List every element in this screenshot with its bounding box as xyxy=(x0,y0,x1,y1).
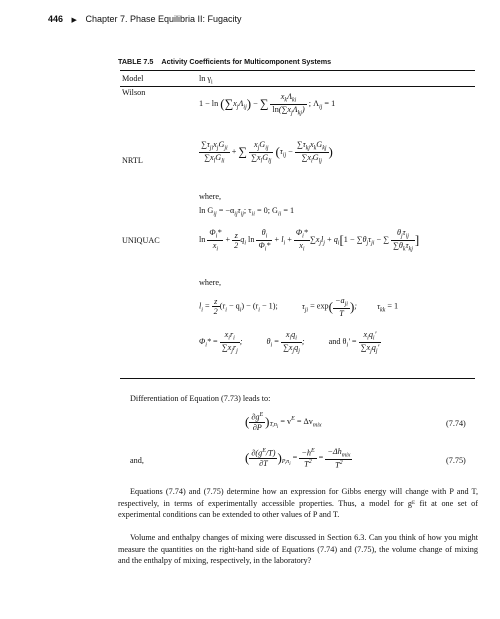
equation-7-75: ( $\frac{\partial(g^E/T)}{\partial T}$ )$_{P,n_i}$ = $\frac{-h^E}{T^2}$ = $\frac{-\Delta h_{mix}}{T^2}$ xyxy=(245,447,351,470)
col-header-expr-text: ln γ xyxy=(199,74,212,83)
col-header-expr xyxy=(199,74,213,86)
uniquac-tau-rest: = exp xyxy=(310,301,329,311)
and-label: and, xyxy=(130,456,144,465)
nrtl-def-tail: τ xyxy=(237,206,241,215)
uniquac-tau-ii-rest: = 1 xyxy=(385,301,399,311)
nrtl-def-tail4: = 1 xyxy=(281,206,295,215)
table-title: Activity Coefficients for Multicomponent Systems xyxy=(161,57,332,66)
row-label-nrtl: NRTL xyxy=(122,156,143,165)
nrtl-where: where, xyxy=(199,192,222,201)
running-header xyxy=(48,14,242,24)
nrtl-def-tail3: = 0; G xyxy=(254,206,278,215)
body-paragraph-2: Volume and enthalpy changes of mixing were discussed in Section 6.3. Can you think of how you might measure the quantities on the right-hand side of Equations (7.74) and (7.75), the volume change of mixing and the enthalpy of mixing, respectively, in the laboratory? xyxy=(118,533,478,565)
table-caption xyxy=(118,57,337,66)
uniquac-li: l xyxy=(199,301,202,311)
nrtl-equation: $\frac{\sum\tau_{ji}x_jG_{ji}}{\sum x_lG_{li}}$ + ∑ $\frac{x_jG_{ij}}{\sum x_lG_{lj}}$ ($\tau_{ij}$ − $\frac{\sum\tau_{kj}x_kG_{kj}}{\sum x_lG_{lj}}$ ) xyxy=(201,140,333,165)
equation-number-7-75: (7.75) xyxy=(446,456,466,465)
page-number: 446 xyxy=(48,14,64,24)
uniquac-equation: ln $\frac{\Phi_i*}{x_i}$ + $\frac{z}{2}$ $q_i$ ln $\frac{\theta_i}{\Phi_i*}$ + $l_i$ + $\frac{\Phi_i*}{x_i}$ $\sum x_jl_j + q_i[1 - \sum\theta_j\tau_{ji}$ − ∑ $\frac{\theta_j\tau_{ij}}{\sum\theta_k\tau_{kj}}$ ] xyxy=(199,228,420,253)
body-paragraph-1: Equations (7.74) and (7.75) determine how an expression for Gibbs energy will change with P and T, respectively, in terms of experimentally accessible properties. Thus, a model for gᴱ fit at one set of experimental conditions can be extended to other values of P and T. xyxy=(118,487,478,519)
wilson-condition: ; Λ xyxy=(308,99,320,109)
nrtl-definition: $\ln G_{ij} = -\alpha_{ij}\tau_{ij}$; $\tau_{ii} = 0$; $G_{ii} = 1$ xyxy=(199,206,295,218)
uniquac-where: where, xyxy=(199,278,222,287)
uniquac-li-definition: $l_i$ = $\frac{z}{2}$ $(r_i - q_i) - (r_i - 1)$; $\tau_{ji} = \exp$( $\frac{-a_{ji}}{T}$ ); $\tau_{kk} = 1$ xyxy=(199,296,399,318)
col-header-expr-sub: i xyxy=(211,79,213,86)
uniquac-li-rest: (r xyxy=(219,301,226,311)
table-bottom-rule xyxy=(120,378,475,379)
uniquac-and-theta: and θ xyxy=(328,337,347,347)
wilson-equation: $1 - \ln (\sum x_j\Lambda_{ij})$ − ∑ $\frac{x_k\Lambda_{ki}}{\ln(\sum x_j\Lambda_{kj})}$ ; $\Lambda_{ij} = 1$ xyxy=(199,92,336,117)
row-label-uniquac: UNIQUAC xyxy=(122,236,160,245)
eq1-rhs: = v xyxy=(280,416,292,426)
wilson-lead: 1 − ln xyxy=(199,99,219,109)
chapter-title: Chapter 7. Phase Equilibria II: Fugacity xyxy=(85,14,242,24)
nrtl-def-lead: ln G xyxy=(199,206,214,215)
body-lead-in: Differentiation of Equation (7.73) leads to: xyxy=(130,394,271,403)
header-arrow-icon: ▶ xyxy=(71,17,77,24)
equation-7-74: ( $\frac{\partial g^E}{\partial P}$ )$_{T,n_i} = v^E = \Delta v_{mix}$ xyxy=(245,412,322,432)
table-header-rule xyxy=(120,86,475,87)
uniquac-tau-ii: τ xyxy=(377,301,381,311)
table-top-rule xyxy=(120,70,475,71)
col-header-model: Model xyxy=(122,74,144,83)
wilson-condition-tail: = 1 xyxy=(322,99,336,109)
uniquac-theta: θ xyxy=(266,337,271,347)
uniquac-phi: Φ xyxy=(199,337,206,347)
row-label-wilson: Wilson xyxy=(122,88,146,97)
uniquac-tau: τ xyxy=(301,301,305,311)
uniquac-phi-theta: $\Phi_i*$ = $\frac{x_ir_i}{\sum x_jr_j}$ ; $\theta_i$ = $\frac{x_iq_i}{\sum x_jq_j}$ ; and $\theta_i'$ = $\frac{x_iq_i'}{\sum x_jq_j'}$ xyxy=(199,330,380,355)
nrtl-def-rest: = −α xyxy=(216,206,235,215)
eq1-rhs2: = Δv xyxy=(294,416,313,426)
equation-number-7-74: (7.74) xyxy=(446,419,466,428)
nrtl-def-tail2: ; τ xyxy=(243,206,252,215)
table-label: TABLE 7.5 xyxy=(118,57,154,66)
